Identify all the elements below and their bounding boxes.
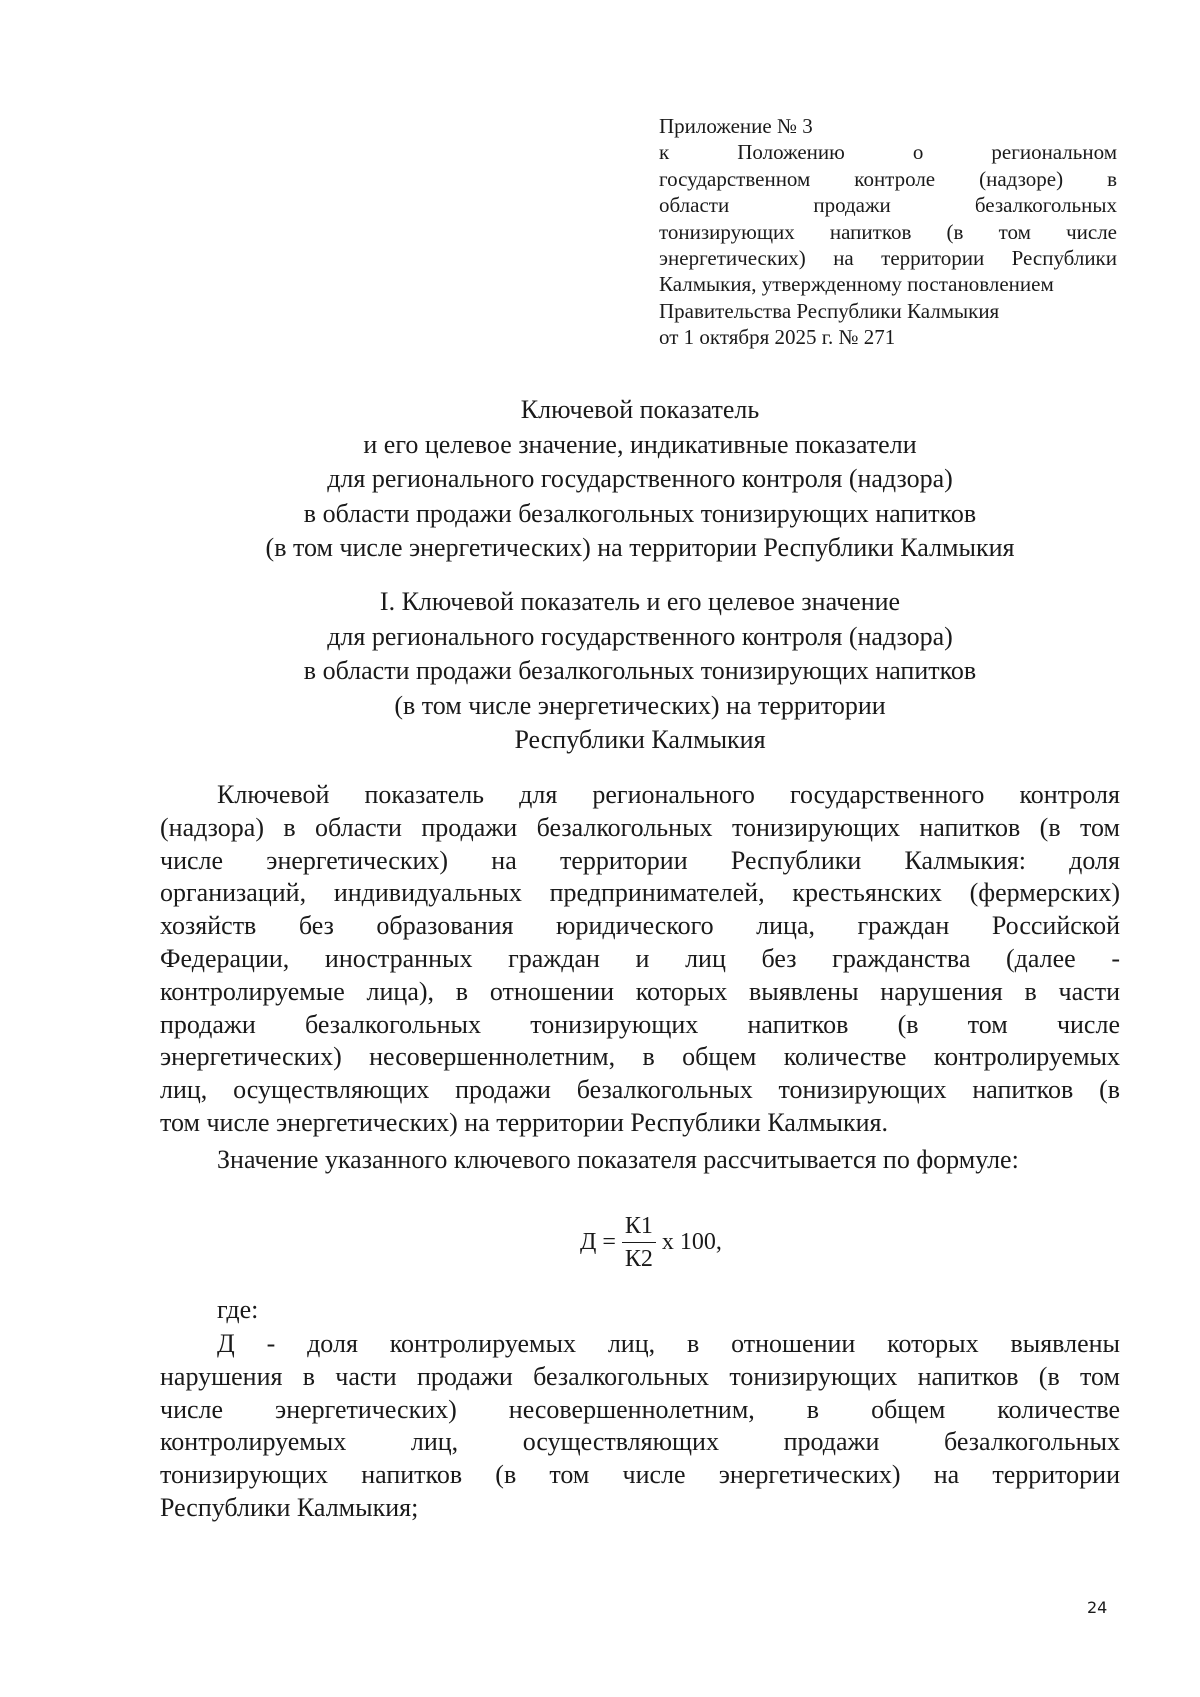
paragraph-line: хозяйств без образования юридического лица, граждан Российской [160, 911, 1120, 941]
where-label-text: где: [217, 1295, 259, 1324]
definition-line: Республики Калмыкия; [160, 1492, 419, 1522]
formula-numerator: К1 [622, 1213, 656, 1243]
formula-fraction [622, 1213, 656, 1272]
formula-intro [160, 1144, 1120, 1177]
appendix-line: к Положению о региональном [659, 140, 1117, 165]
paragraph-line: лиц, осуществляющих продажи безалкогольных тонизирующих напитков (в [160, 1075, 1120, 1105]
section-title-line: Республики Калмыкия [514, 725, 766, 755]
definition-line: нарушения в части продажи безалкогольных тонизирующих напитков (в том [160, 1361, 1120, 1391]
appendix-line: Правительства Республики Калмыкия [659, 298, 1000, 323]
formula [580, 1207, 722, 1277]
section-title-line: для регионального государственного контроля (надзора) [327, 621, 953, 651]
paragraph-line: том числе энергетических) на территории Республики Калмыкия. [160, 1107, 888, 1137]
section-title [160, 585, 1120, 758]
key-indicator-paragraph [160, 779, 1120, 1140]
appendix-line: от 1 октября 2025 г. № 271 [659, 325, 896, 350]
title-line: в области продажи безалкогольных тонизирующих напитков [303, 498, 977, 528]
paragraph-line: Федерации, иностранных граждан и лиц без гражданства (далее - [160, 943, 1120, 973]
paragraph-line: (надзора) в области продажи безалкогольных тонизирующих напитков (в том [160, 812, 1120, 842]
formula-intro-text: Значение указанного ключевого показателя рассчитывается по формуле: [217, 1145, 1019, 1174]
appendix-line: тонизирующих напитков (в том числе [659, 219, 1117, 244]
paragraph-line: энергетических) несовершеннолетним, в общем количестве контролируемых [160, 1042, 1120, 1072]
appendix-line: государственном контроле (надзоре) в [659, 166, 1117, 191]
paragraph-line: числе энергетических) на территории Республики Калмыкия: доля [160, 845, 1120, 875]
title-line: и его целевое значение, индикативные показатели [363, 429, 917, 459]
section-title-line: в области продажи безалкогольных тонизирующих напитков [303, 656, 977, 686]
definition-line: Д - доля контролируемых лиц, в отношении которых выявлены [217, 1329, 1120, 1358]
title-line: (в том числе энергетических) на территории Республики Калмыкия [265, 533, 1015, 563]
formula-denominator: К2 [624, 1245, 653, 1272]
title-line: Ключевой показатель [520, 395, 760, 424]
where-label [160, 1294, 1120, 1327]
appendix-header [659, 113, 1117, 351]
section-title-line: (в том числе энергетических) на территории [394, 690, 886, 720]
definition-line: контролируемых лиц, осуществляющих продажи безалкогольных [160, 1427, 1120, 1457]
definition-line: тонизирующих напитков (в том числе энергетических) на территории [160, 1460, 1120, 1490]
document-title [160, 393, 1120, 566]
paragraph-line: организаций, индивидуальных предпринимателей, крестьянских (фермерских) [160, 878, 1120, 908]
formula-lhs: Д = [580, 1228, 616, 1255]
appendix-line: энергетических) на территории Республики [659, 246, 1117, 271]
section-title-line: I. Ключевой показатель и его целевое значение [379, 587, 901, 616]
paragraph-line: Ключевой показатель для регионального государственного контроля [217, 780, 1120, 809]
paragraph-line: продажи безалкогольных тонизирующих напитков (в том числе [160, 1009, 1120, 1039]
appendix-line: Приложение № 3 [659, 114, 813, 138]
formula-rhs: х 100, [661, 1228, 722, 1255]
definition-d [160, 1328, 1120, 1525]
title-line: для регионального государственного контроля (надзора) [327, 464, 953, 494]
appendix-line: области продажи безалкогольных [659, 193, 1117, 218]
appendix-line: Калмыкия, утвержденному постановлением [659, 272, 1054, 297]
paragraph-line: контролируемые лица), в отношении которых выявлены нарушения в части [160, 976, 1120, 1006]
page-number: 24 [1087, 1598, 1108, 1617]
definition-line: числе энергетических) несовершеннолетним, в общем количестве [160, 1394, 1120, 1424]
